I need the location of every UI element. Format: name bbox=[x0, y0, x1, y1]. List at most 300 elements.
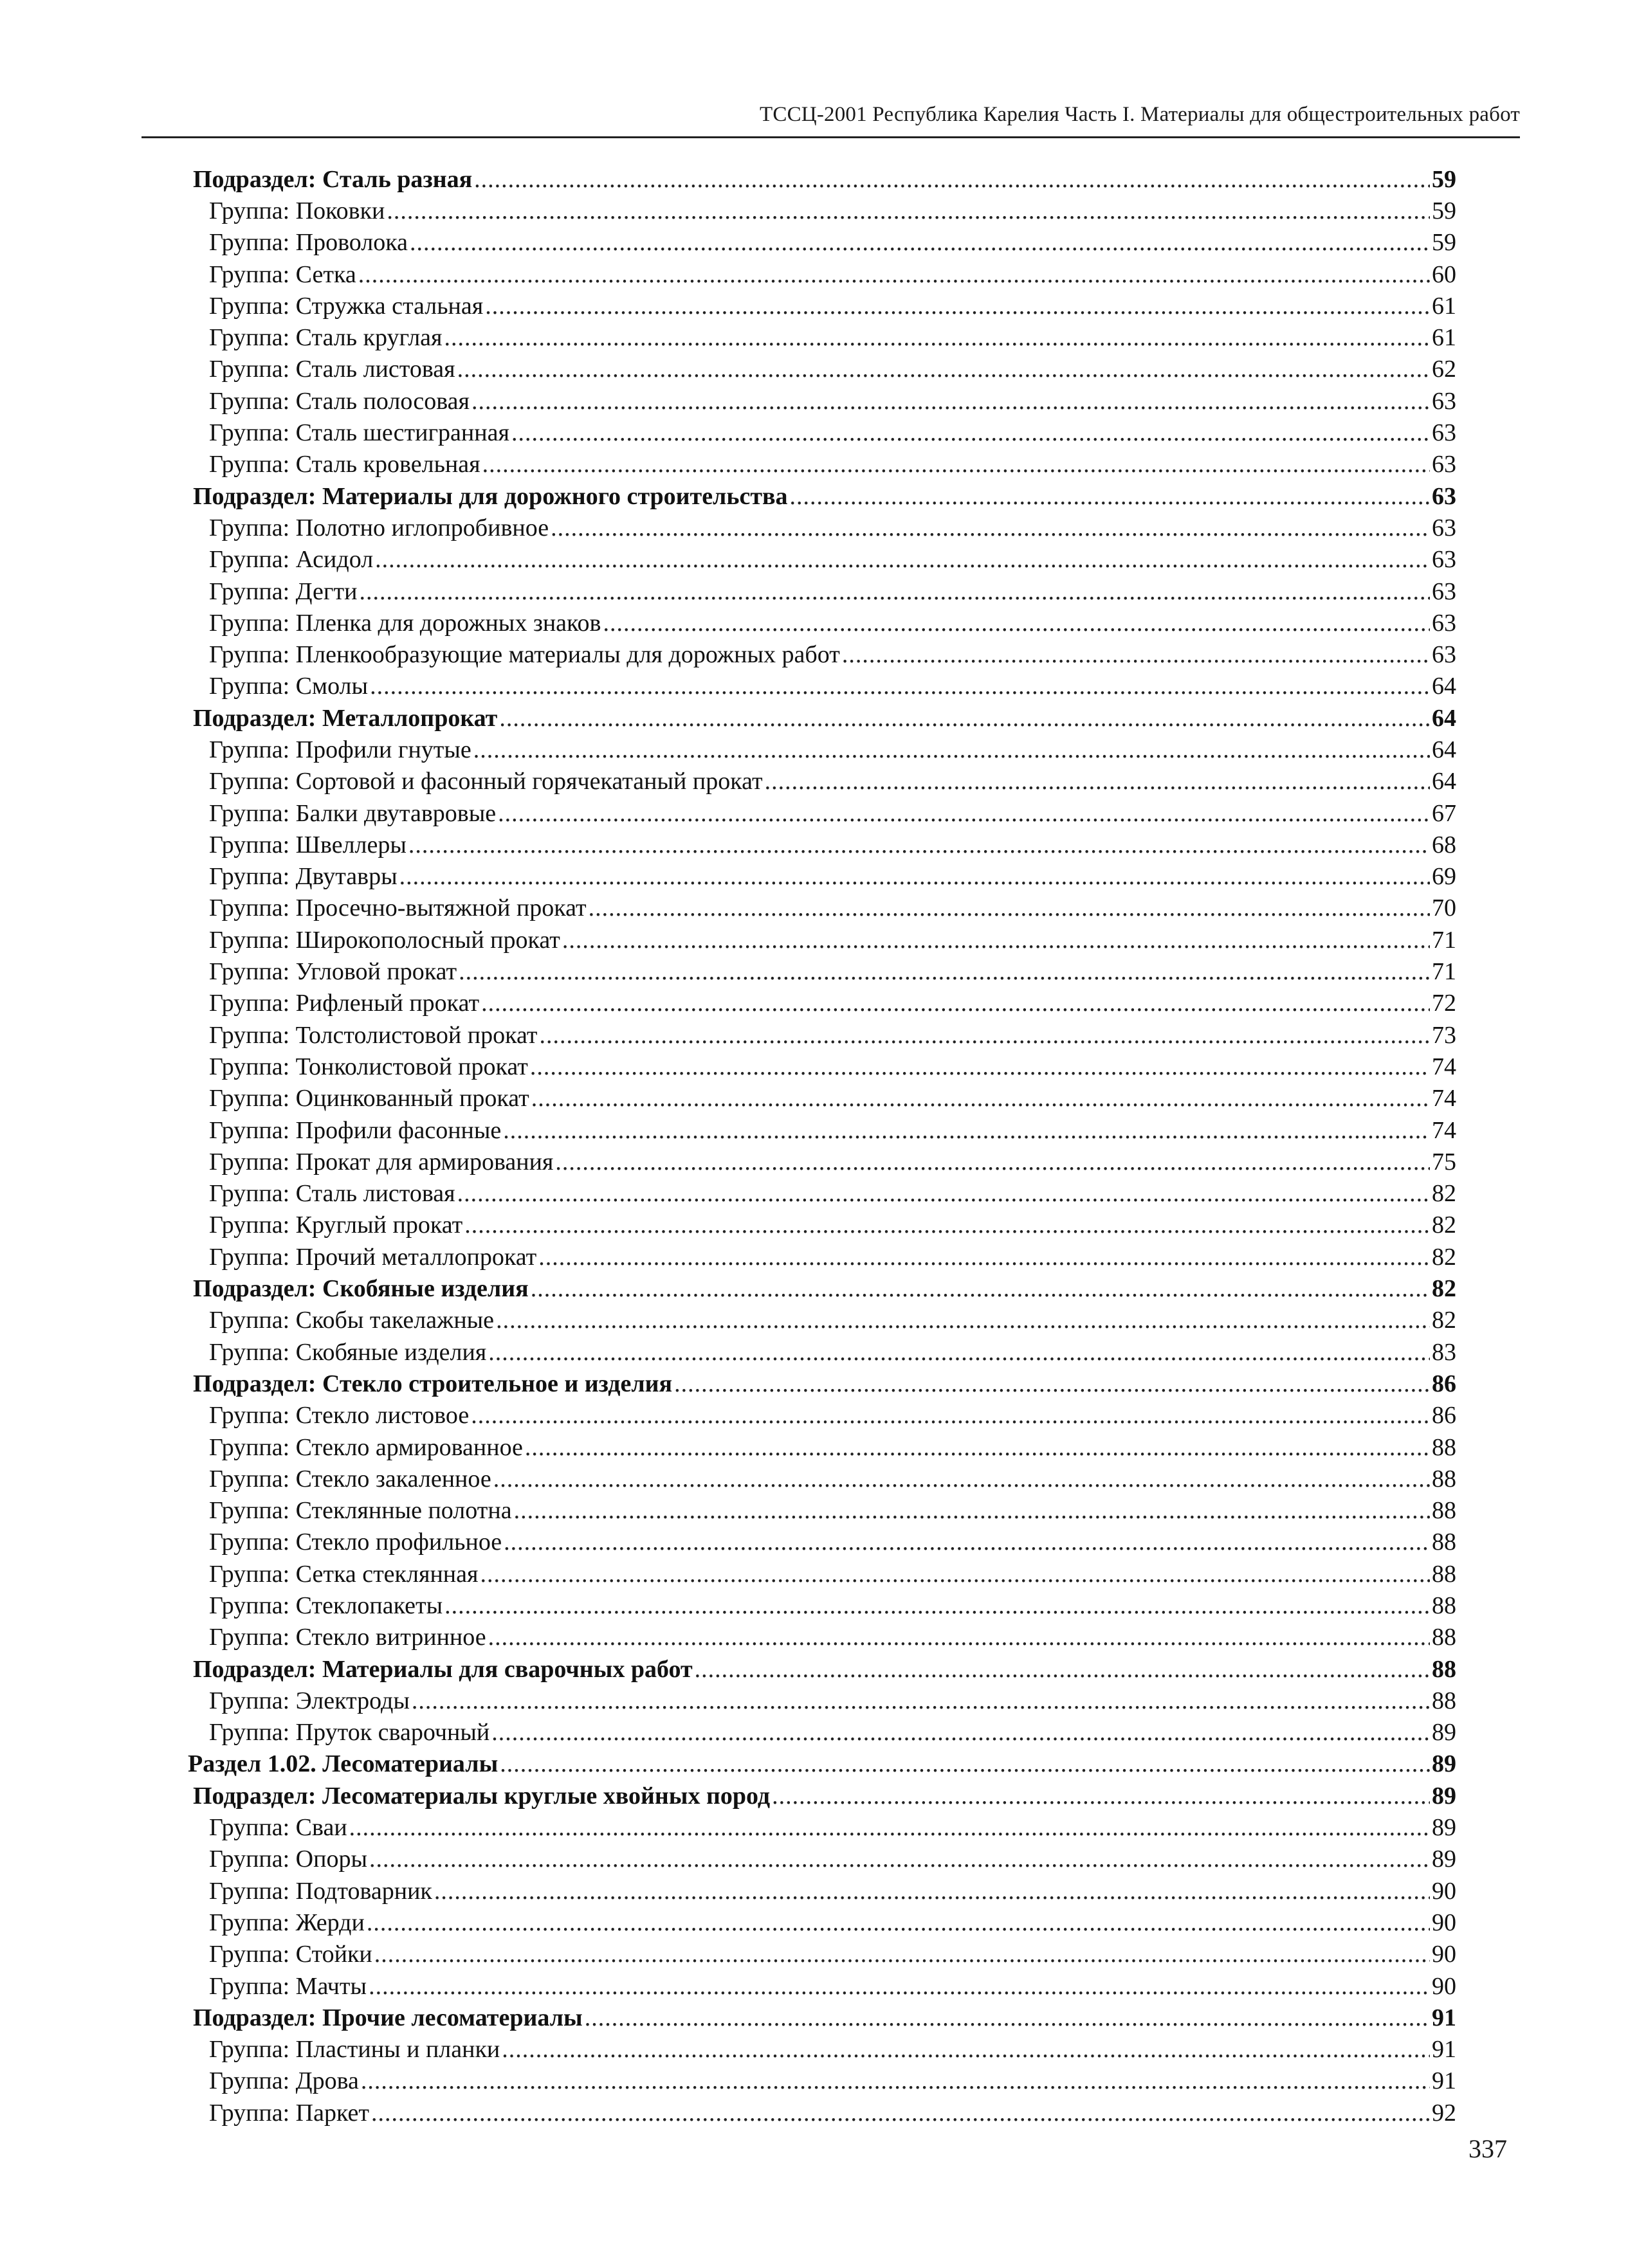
toc-entry-line bbox=[209, 579, 1456, 604]
toc-group-entry bbox=[0, 1146, 1628, 1177]
toc-entry-title: Группа: Поковки bbox=[209, 197, 385, 224]
toc-subsection-entry bbox=[0, 2002, 1628, 2033]
dot-leader bbox=[514, 1498, 1430, 1523]
toc-entry-line bbox=[193, 1657, 1456, 1682]
dot-leader bbox=[504, 1530, 1430, 1554]
dot-leader bbox=[444, 325, 1430, 350]
toc-entry-line bbox=[193, 1276, 1456, 1301]
toc-entry-title: Группа: Стеклопакеты bbox=[209, 1592, 443, 1619]
toc-entry-page: 82 bbox=[1432, 1275, 1456, 1303]
toc-entry-page: 88 bbox=[1432, 1497, 1456, 1525]
toc-entry-line bbox=[209, 1245, 1456, 1269]
toc-group-entry bbox=[0, 1400, 1628, 1431]
toc-entry-title: Группа: Прокат для армирования bbox=[209, 1148, 554, 1175]
toc-entry-page: 64 bbox=[1432, 768, 1456, 795]
toc-group-entry bbox=[0, 639, 1628, 670]
dot-leader bbox=[790, 484, 1430, 509]
dot-leader bbox=[531, 1086, 1430, 1111]
toc-entry-title: Раздел 1.02. Лесоматериалы bbox=[188, 1750, 498, 1778]
toc-entry-page: 88 bbox=[1432, 1433, 1456, 1461]
toc-group-entry bbox=[0, 576, 1628, 607]
toc-entry-line bbox=[209, 516, 1456, 540]
dot-leader bbox=[674, 1372, 1430, 1396]
dot-leader bbox=[481, 991, 1430, 1015]
toc-group-entry bbox=[0, 1083, 1628, 1114]
dot-leader bbox=[603, 611, 1430, 635]
table-of-contents bbox=[0, 163, 1628, 2128]
toc-entry-page: 88 bbox=[1432, 1655, 1456, 1683]
dot-leader bbox=[457, 1181, 1430, 1206]
toc-entry-title: Группа: Пленка для дорожных знаков bbox=[209, 609, 601, 637]
dot-leader bbox=[375, 547, 1430, 572]
dot-leader bbox=[500, 1752, 1430, 1776]
toc-entry-line bbox=[209, 1213, 1456, 1237]
toc-entry-line bbox=[209, 1720, 1456, 1745]
toc-entry-line bbox=[193, 706, 1456, 730]
toc-entry-page: 59 bbox=[1432, 165, 1456, 193]
toc-entry-title: Группа: Пруток сварочный bbox=[209, 1719, 490, 1746]
dot-leader bbox=[482, 452, 1430, 476]
toc-entry-page: 63 bbox=[1432, 577, 1456, 605]
toc-entry-line bbox=[209, 1562, 1456, 1586]
toc-entry-line bbox=[193, 2006, 1456, 2030]
dot-leader bbox=[459, 959, 1430, 984]
dot-leader bbox=[387, 199, 1430, 223]
toc-entry-line bbox=[209, 959, 1456, 984]
toc-entry-line bbox=[209, 1530, 1456, 1554]
toc-entry-page: 70 bbox=[1432, 894, 1456, 922]
dot-leader bbox=[538, 1245, 1430, 1269]
toc-group-entry bbox=[0, 449, 1628, 480]
toc-entry-line bbox=[209, 928, 1456, 952]
dot-leader bbox=[434, 1879, 1430, 1903]
toc-entry-line bbox=[209, 1879, 1456, 1903]
toc-group-entry bbox=[0, 1431, 1628, 1463]
dot-leader bbox=[444, 1593, 1430, 1618]
toc-group-entry bbox=[0, 1939, 1628, 1970]
dot-leader bbox=[491, 1720, 1430, 1745]
toc-group-entry bbox=[0, 259, 1628, 290]
toc-entry-page: 63 bbox=[1432, 419, 1456, 447]
toc-entry-line bbox=[209, 230, 1456, 255]
toc-group-entry bbox=[0, 1114, 1628, 1146]
toc-entry-line bbox=[209, 738, 1456, 762]
dot-leader bbox=[473, 738, 1430, 762]
toc-group-entry bbox=[0, 1844, 1628, 1875]
toc-entry-title: Группа: Толстолистовой прокат bbox=[209, 1021, 538, 1049]
toc-entry-title: Группа: Балки двутавровые bbox=[209, 799, 497, 827]
dot-leader bbox=[471, 1403, 1430, 1428]
dot-leader bbox=[485, 294, 1430, 318]
toc-group-entry bbox=[0, 671, 1628, 702]
toc-entry-title: Группа: Дрова bbox=[209, 2067, 359, 2095]
toc-entry-title: Группа: Прочий металлопрокат bbox=[209, 1243, 537, 1271]
toc-entry-line bbox=[193, 167, 1456, 192]
toc-entry-line bbox=[193, 1784, 1456, 1808]
toc-entry-page: 62 bbox=[1432, 356, 1456, 383]
toc-entry-line bbox=[209, 452, 1456, 476]
toc-group-entry bbox=[0, 385, 1628, 417]
toc-group-entry bbox=[0, 1241, 1628, 1273]
toc-entry-title: Группа: Профили гнутые bbox=[209, 736, 471, 763]
toc-entry-title: Группа: Двутавры bbox=[209, 863, 398, 891]
dot-leader bbox=[408, 833, 1430, 857]
toc-entry-line bbox=[209, 1150, 1456, 1174]
toc-entry-title: Группа: Скобяные изделия bbox=[209, 1338, 487, 1366]
dot-leader bbox=[399, 864, 1430, 889]
toc-entry-title: Группа: Сваи bbox=[209, 1814, 347, 1842]
toc-group-entry bbox=[0, 1685, 1628, 1716]
toc-entry-line bbox=[209, 1340, 1456, 1365]
toc-entry-page: 63 bbox=[1432, 387, 1456, 415]
dot-leader bbox=[488, 1340, 1430, 1365]
toc-entry-line bbox=[209, 294, 1456, 318]
dot-leader bbox=[464, 1213, 1430, 1237]
toc-group-entry bbox=[0, 544, 1628, 576]
toc-entry-title: Подраздел: Материалы для сварочных работ bbox=[193, 1655, 693, 1683]
toc-entry-page: 90 bbox=[1432, 1877, 1456, 1905]
toc-subsection-entry bbox=[0, 1368, 1628, 1399]
toc-entry-page: 74 bbox=[1432, 1053, 1456, 1080]
toc-group-entry bbox=[0, 924, 1628, 956]
toc-group-entry bbox=[0, 195, 1628, 226]
toc-entry-page: 63 bbox=[1432, 609, 1456, 637]
toc-group-entry bbox=[0, 417, 1628, 448]
toc-entry-title: Группа: Опоры bbox=[209, 1846, 367, 1873]
toc-entry-page: 89 bbox=[1432, 1846, 1456, 1873]
dot-leader bbox=[369, 1847, 1430, 1871]
toc-entry-page: 82 bbox=[1432, 1243, 1456, 1271]
dot-leader bbox=[585, 2006, 1430, 2030]
toc-group-entry bbox=[0, 1494, 1628, 1526]
dot-leader bbox=[457, 357, 1430, 381]
toc-entry-title: Группа: Жерди bbox=[209, 1909, 365, 1936]
toc-group-entry bbox=[0, 1717, 1628, 1748]
toc-entry-page: 60 bbox=[1432, 260, 1456, 288]
toc-group-entry bbox=[0, 1019, 1628, 1051]
toc-entry-title: Подраздел: Прочие лесоматериалы bbox=[193, 2004, 583, 2031]
toc-entry-page: 90 bbox=[1432, 1972, 1456, 2000]
toc-entry-line bbox=[209, 1023, 1456, 1048]
toc-group-entry bbox=[0, 1336, 1628, 1368]
header-rule bbox=[142, 136, 1520, 138]
toc-entry-line bbox=[209, 991, 1456, 1015]
toc-entry-line bbox=[209, 547, 1456, 572]
toc-entry-page: 88 bbox=[1432, 1560, 1456, 1588]
toc-subsection-entry bbox=[0, 1273, 1628, 1304]
toc-entry-page: 74 bbox=[1432, 1085, 1456, 1112]
toc-entry-page: 71 bbox=[1432, 926, 1456, 954]
toc-entry-line bbox=[209, 2069, 1456, 2093]
toc-entry-line bbox=[209, 1974, 1456, 1999]
toc-section-entry bbox=[0, 1748, 1628, 1780]
toc-entry-title: Группа: Швеллеры bbox=[209, 831, 407, 858]
toc-entry-page: 88 bbox=[1432, 1592, 1456, 1619]
toc-group-entry bbox=[0, 1463, 1628, 1494]
toc-entry-page: 59 bbox=[1432, 197, 1456, 224]
dot-leader bbox=[493, 1467, 1430, 1491]
toc-entry-title: Группа: Просечно-вытяжной прокат bbox=[209, 894, 587, 922]
toc-entry-title: Группа: Угловой прокат bbox=[209, 958, 457, 986]
toc-entry-page: 86 bbox=[1432, 1402, 1456, 1429]
toc-entry-line bbox=[209, 1181, 1456, 1206]
toc-entry-line bbox=[209, 1055, 1456, 1079]
dot-leader bbox=[539, 1023, 1430, 1048]
toc-subsection-entry bbox=[0, 702, 1628, 734]
toc-entry-page: 59 bbox=[1432, 229, 1456, 257]
dot-leader bbox=[410, 230, 1430, 255]
toc-entry-line bbox=[209, 1403, 1456, 1428]
toc-entry-title: Группа: Сетка стеклянная bbox=[209, 1560, 479, 1588]
toc-entry-line bbox=[209, 1942, 1456, 1966]
toc-group-entry bbox=[0, 354, 1628, 385]
toc-group-entry bbox=[0, 1178, 1628, 1210]
dot-leader bbox=[503, 1118, 1430, 1143]
toc-entry-title: Группа: Стружка стальная bbox=[209, 292, 484, 320]
toc-entry-title: Группа: Пластины и планки bbox=[209, 2036, 500, 2064]
toc-group-entry bbox=[0, 861, 1628, 893]
toc-group-entry bbox=[0, 1811, 1628, 1843]
toc-entry-title: Группа: Пленкообразующие материалы для дорожных работ bbox=[209, 641, 840, 669]
toc-entry-line bbox=[193, 484, 1456, 509]
toc-entry-line bbox=[209, 1847, 1456, 1871]
dot-leader bbox=[772, 1784, 1430, 1808]
toc-entry-title: Подраздел: Лесоматериалы круглые хвойных пород bbox=[193, 1782, 771, 1810]
toc-group-entry bbox=[0, 766, 1628, 797]
toc-entry-line bbox=[188, 1752, 1456, 1776]
toc-entry-title: Группа: Профили фасонные bbox=[209, 1116, 502, 1144]
toc-entry-title: Группа: Стекло армированное bbox=[209, 1433, 523, 1461]
toc-entry-line bbox=[209, 1625, 1456, 1649]
dot-leader bbox=[589, 896, 1430, 920]
toc-entry-title: Группа: Стекло листовое bbox=[209, 1402, 470, 1429]
toc-entry-line bbox=[209, 1689, 1456, 1713]
toc-group-entry bbox=[0, 1875, 1628, 1907]
toc-entry-page: 63 bbox=[1432, 482, 1456, 510]
toc-group-entry bbox=[0, 797, 1628, 829]
toc-entry-page: 83 bbox=[1432, 1338, 1456, 1366]
dot-leader bbox=[480, 1562, 1430, 1586]
toc-entry-line bbox=[209, 1593, 1456, 1618]
toc-group-entry bbox=[0, 322, 1628, 353]
toc-entry-title: Группа: Дегти bbox=[209, 577, 358, 605]
dot-leader bbox=[367, 1910, 1430, 1935]
toc-entry-page: 82 bbox=[1432, 1211, 1456, 1239]
toc-entry-title: Подраздел: Скобяные изделия bbox=[193, 1275, 529, 1303]
toc-entry-line bbox=[209, 1308, 1456, 1332]
toc-entry-title: Подраздел: Металлопрокат bbox=[193, 704, 498, 732]
toc-entry-page: 91 bbox=[1432, 2004, 1456, 2031]
dot-leader bbox=[412, 1689, 1430, 1713]
toc-entry-page: 90 bbox=[1432, 1941, 1456, 1968]
toc-entry-page: 89 bbox=[1432, 1814, 1456, 1842]
toc-entry-page: 68 bbox=[1432, 831, 1456, 858]
toc-entry-title: Группа: Сталь листовая bbox=[209, 1180, 455, 1208]
toc-group-entry bbox=[0, 734, 1628, 765]
dot-leader bbox=[361, 2069, 1430, 2093]
toc-group-entry bbox=[0, 607, 1628, 639]
toc-subsection-entry bbox=[0, 163, 1628, 195]
dot-leader bbox=[842, 642, 1430, 667]
toc-group-entry bbox=[0, 2034, 1628, 2065]
toc-group-entry bbox=[0, 1051, 1628, 1082]
toc-entry-line bbox=[209, 1086, 1456, 1111]
dot-leader bbox=[371, 2101, 1430, 2125]
toc-group-entry bbox=[0, 1907, 1628, 1938]
toc-entry-line bbox=[209, 2101, 1456, 2125]
toc-entry-page: 64 bbox=[1432, 704, 1456, 732]
toc-group-entry bbox=[0, 956, 1628, 987]
toc-group-entry bbox=[0, 1622, 1628, 1653]
toc-group-entry bbox=[0, 1970, 1628, 2002]
toc-entry-page: 75 bbox=[1432, 1148, 1456, 1175]
toc-entry-line bbox=[209, 896, 1456, 920]
dot-leader bbox=[511, 421, 1430, 445]
toc-entry-line bbox=[209, 357, 1456, 381]
dot-leader bbox=[525, 1435, 1430, 1460]
toc-entry-page: 89 bbox=[1432, 1750, 1456, 1778]
toc-entry-line bbox=[209, 1815, 1456, 1840]
toc-entry-page: 72 bbox=[1432, 990, 1456, 1017]
toc-entry-title: Группа: Тонколистовой прокат bbox=[209, 1053, 528, 1080]
running-header: ТССЦ-2001 Республика Карелия Часть I. Материалы для общестроительных работ bbox=[760, 103, 1520, 126]
dot-leader bbox=[765, 769, 1430, 794]
dot-leader bbox=[488, 1625, 1430, 1649]
toc-entry-page: 88 bbox=[1432, 1465, 1456, 1492]
toc-entry-page: 82 bbox=[1432, 1180, 1456, 1208]
toc-entry-line bbox=[209, 1498, 1456, 1523]
toc-entry-title: Группа: Проволока bbox=[209, 229, 408, 257]
toc-entry-title: Группа: Скобы такелажные bbox=[209, 1307, 495, 1334]
toc-entry-page: 88 bbox=[1432, 1624, 1456, 1651]
toc-entry-line bbox=[209, 199, 1456, 223]
toc-group-entry bbox=[0, 2065, 1628, 2097]
toc-entry-page: 61 bbox=[1432, 292, 1456, 320]
toc-entry-line bbox=[209, 1118, 1456, 1143]
toc-entry-line bbox=[209, 262, 1456, 287]
toc-entry-title: Группа: Подтоварник bbox=[209, 1877, 432, 1905]
page-number: 337 bbox=[1468, 2134, 1507, 2163]
dot-leader bbox=[358, 262, 1430, 287]
toc-entry-page: 67 bbox=[1432, 799, 1456, 827]
toc-entry-page: 63 bbox=[1432, 641, 1456, 669]
toc-subsection-entry bbox=[0, 1653, 1628, 1685]
toc-entry-page: 74 bbox=[1432, 1116, 1456, 1144]
toc-entry-page: 61 bbox=[1432, 324, 1456, 352]
toc-group-entry bbox=[0, 829, 1628, 860]
toc-group-entry bbox=[0, 1305, 1628, 1336]
dot-leader bbox=[531, 1276, 1430, 1301]
dot-leader bbox=[695, 1657, 1430, 1682]
toc-entry-line bbox=[209, 1910, 1456, 1935]
dot-leader bbox=[502, 2037, 1430, 2062]
toc-entry-title: Группа: Сталь полосовая bbox=[209, 387, 470, 415]
toc-entry-title: Группа: Широкополосный прокат bbox=[209, 926, 560, 954]
toc-group-entry bbox=[0, 988, 1628, 1019]
dot-leader bbox=[555, 1150, 1430, 1174]
toc-entry-page: 82 bbox=[1432, 1307, 1456, 1334]
toc-entry-line bbox=[209, 674, 1456, 698]
toc-entry-page: 64 bbox=[1432, 673, 1456, 700]
toc-entry-line bbox=[209, 421, 1456, 445]
toc-entry-title: Группа: Сталь кровельная bbox=[209, 451, 480, 478]
toc-entry-line bbox=[209, 611, 1456, 635]
toc-entry-page: 89 bbox=[1432, 1782, 1456, 1810]
toc-entry-page: 86 bbox=[1432, 1370, 1456, 1397]
toc-entry-page: 63 bbox=[1432, 451, 1456, 478]
toc-entry-line bbox=[209, 642, 1456, 667]
toc-entry-title: Подраздел: Сталь разная bbox=[193, 165, 473, 193]
toc-entry-title: Группа: Полотно иглопробивное bbox=[209, 514, 549, 541]
toc-entry-page: 63 bbox=[1432, 514, 1456, 541]
dot-leader bbox=[369, 1974, 1430, 1999]
toc-entry-title: Группа: Сталь круглая bbox=[209, 324, 443, 352]
dot-leader bbox=[474, 167, 1430, 192]
toc-entry-title: Группа: Сетка bbox=[209, 260, 356, 288]
toc-entry-page: 71 bbox=[1432, 958, 1456, 986]
toc-entry-line bbox=[209, 1467, 1456, 1491]
toc-entry-page: 89 bbox=[1432, 1719, 1456, 1746]
toc-entry-title: Группа: Асидол bbox=[209, 546, 374, 574]
toc-group-entry bbox=[0, 227, 1628, 259]
toc-entry-title: Группа: Паркет bbox=[209, 2099, 369, 2127]
dot-leader bbox=[530, 1055, 1430, 1079]
toc-entry-page: 90 bbox=[1432, 1909, 1456, 1936]
toc-entry-title: Группа: Стеклянные полотна bbox=[209, 1497, 512, 1525]
toc-entry-title: Группа: Рифленый прокат bbox=[209, 990, 480, 1017]
toc-subsection-entry bbox=[0, 480, 1628, 512]
toc-group-entry bbox=[0, 2097, 1628, 2128]
dot-leader bbox=[471, 389, 1430, 413]
toc-entry-page: 88 bbox=[1432, 1687, 1456, 1714]
toc-entry-title: Группа: Стекло профильное bbox=[209, 1529, 502, 1556]
toc-entry-line bbox=[209, 769, 1456, 794]
dot-leader bbox=[562, 928, 1430, 952]
toc-entry-line bbox=[209, 325, 1456, 350]
dot-leader bbox=[551, 516, 1430, 540]
toc-entry-title: Группа: Оцинкованный прокат bbox=[209, 1085, 529, 1112]
toc-entry-page: 91 bbox=[1432, 2067, 1456, 2095]
toc-entry-line bbox=[209, 801, 1456, 826]
dot-leader bbox=[374, 1942, 1430, 1966]
toc-entry-title: Группа: Сталь листовая bbox=[209, 356, 455, 383]
toc-entry-title: Подраздел: Материалы для дорожного строительства bbox=[193, 482, 788, 510]
toc-entry-line bbox=[193, 1372, 1456, 1396]
toc-entry-line bbox=[209, 864, 1456, 889]
toc-entry-line bbox=[209, 833, 1456, 857]
dot-leader bbox=[359, 579, 1430, 604]
toc-subsection-entry bbox=[0, 1780, 1628, 1811]
toc-entry-page: 64 bbox=[1432, 736, 1456, 763]
dot-leader bbox=[498, 801, 1430, 826]
dot-leader bbox=[499, 706, 1430, 730]
toc-entry-page: 88 bbox=[1432, 1529, 1456, 1556]
toc-entry-title: Группа: Стекло витринное bbox=[209, 1624, 486, 1651]
toc-group-entry bbox=[0, 1590, 1628, 1621]
toc-group-entry bbox=[0, 1210, 1628, 1241]
toc-entry-page: 92 bbox=[1432, 2099, 1456, 2127]
toc-entry-line bbox=[209, 1435, 1456, 1460]
toc-entry-title: Группа: Электроды bbox=[209, 1687, 410, 1714]
toc-entry-page: 69 bbox=[1432, 863, 1456, 891]
toc-entry-title: Группа: Сталь шестигранная bbox=[209, 419, 509, 447]
toc-entry-title: Группа: Сортовой и фасонный горячекатаный прокат bbox=[209, 768, 763, 795]
dot-leader bbox=[349, 1815, 1430, 1840]
toc-entry-title: Группа: Стекло закаленное bbox=[209, 1465, 491, 1492]
toc-entry-line bbox=[209, 389, 1456, 413]
toc-entry-page: 91 bbox=[1432, 2036, 1456, 2064]
toc-entry-title: Группа: Стойки bbox=[209, 1941, 372, 1968]
